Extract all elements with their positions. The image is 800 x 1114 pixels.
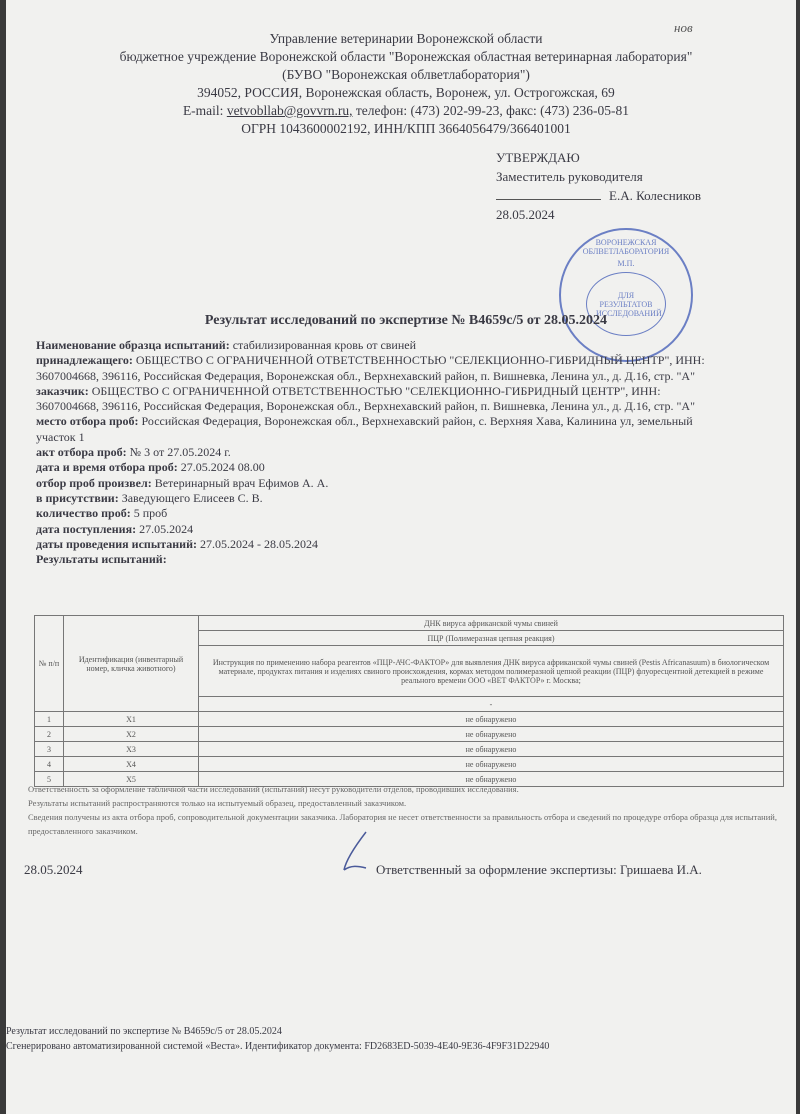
field-row — [36, 476, 726, 491]
field-value: Ветеринарный врач Ефимов А. А. — [154, 475, 329, 490]
field-value: стабилизированная кровь от свиней — [232, 338, 417, 352]
field-value: ОБЩЕСТВО С ОГРАНИЧЕННОЙ ОТВЕТСТВЕННОСТЬЮ "СЕЛЕКЦИОННО-ГИБРИДНЫЙ ЦЕНТР", ИНН: 3607004668, 396116, Российская Федерация, Воронежская обл., Верхнехавский район, п. Вишневка, Ленина ул., д. Д.16, стр. "А" — [36, 353, 705, 383]
row-result: не обнаружено — [199, 712, 784, 727]
field-row — [36, 491, 726, 506]
header-line: Управление ветеринарии Воронежской области — [269, 31, 543, 46]
header-method: ПЦР (Полимеразная цепная реакция) — [199, 631, 784, 646]
field-row — [36, 384, 726, 415]
responsible-person: Ответственный за оформление экспертизы: Гришаева И.А. — [376, 862, 702, 877]
page-footer — [6, 1024, 549, 1054]
header-line: (БУВО "Воронежская облветлаборатория") — [282, 67, 530, 82]
email-label: E-mail: — [182, 103, 224, 118]
row-result: не обнаружено — [199, 742, 784, 757]
document-title: Результат исследований по экспертизе № В4659с/5 от 28.05.2024 — [204, 313, 608, 328]
header-dna: ДНК вируса африканской чумы свиней — [199, 616, 784, 631]
field-row — [36, 353, 726, 384]
phones: телефон: (473) 202-99-23, факс: (473) 236-05-81 — [355, 103, 630, 118]
row-number: 4 — [35, 757, 64, 772]
field-row — [36, 506, 726, 521]
row-id: X5 — [64, 772, 199, 787]
approval-block — [496, 148, 701, 224]
row-number: 3 — [35, 742, 64, 757]
field-row — [36, 522, 726, 537]
letterhead — [6, 30, 800, 138]
row-id: X3 — [64, 742, 199, 757]
email-link[interactable]: vetvobllab@govvrn.ru, — [226, 103, 353, 118]
signature-line — [496, 199, 601, 200]
row-number: 1 — [35, 712, 64, 727]
field-label: дата и время отбора проб: — [36, 460, 178, 475]
note: Ответственность за оформление табличной части исследований (испытаний) несут руководители отделов, проводивших исследования. — [28, 784, 519, 794]
results-heading — [36, 552, 726, 567]
field-row — [36, 338, 726, 353]
header-line: бюджетное учреждение Воронежской области "Воронежская областная ветеринарная лаборатория" — [119, 49, 693, 64]
field-value: Заведующего Елисеев С. В. — [121, 490, 263, 505]
field-label: количество проб: — [36, 506, 131, 521]
note: Результаты испытаний распространяются только на испытуемый образец, предоставленный заказчиком. — [28, 798, 407, 808]
header-line: 394052, РОССИЯ, Воронежская область, Воронеж, ул. Острогожская, 69 — [197, 85, 615, 100]
results-table — [34, 615, 784, 787]
row-number: 2 — [35, 727, 64, 742]
row-number: 5 — [35, 772, 64, 787]
field-label: место отбора проб: — [36, 414, 139, 429]
field-value: Российская Федерация, Воронежская обл., Верхнехавский район, с. Верхняя Хава, Калинина ул, земельный участок 1 — [36, 414, 693, 444]
row-id: X2 — [64, 727, 199, 742]
contacts-line — [6, 102, 800, 120]
header-norm: - — [199, 697, 784, 712]
table-row — [35, 712, 784, 727]
field-label: дата поступления: — [36, 521, 137, 536]
ogrn-line: ОГРН 1043600002192, ИНН/КПП 3664056479/366401001 — [241, 121, 571, 136]
col-id-header: Идентификация (инвентарный номер, кличка животного) — [64, 616, 199, 712]
field-value: 5 проб — [133, 506, 168, 521]
field-row — [36, 460, 726, 475]
field-label: акт отбора проб: — [36, 445, 127, 460]
field-row — [36, 445, 726, 460]
sample-details — [36, 338, 726, 567]
field-row — [36, 537, 726, 552]
row-result: не обнаружено — [199, 757, 784, 772]
header-instruction: Инструкция по применению набора реагентов «ПЦР-АЧС-ФАКТОР» для выявления ДНК вируса африканской чумы свиней (Pestis Africanasuum) в биологическом материале, продуктах питания и изделиях свиного происхождения, кормах методом полимеразной цепной реакции (ПЦР) флуоресцентной детекцией в режиме реального времени ООО «ВЕТ ФАКТОР» г. Москва; — [199, 646, 784, 697]
signoff — [24, 862, 724, 878]
approval-date: 28.05.2024 — [496, 207, 555, 222]
field-label: принадлежащего: — [36, 353, 133, 368]
footer-line: Сгенерировано автоматизированной системой «Веста». Идентификатор документа: FD2683ED-5039-4E40-9E36-4F9F31D22940 — [6, 1041, 550, 1052]
field-row — [36, 414, 726, 445]
table-row — [35, 727, 784, 742]
row-result: не обнаружено — [199, 772, 784, 787]
table-row — [35, 757, 784, 772]
signoff-date: 28.05.2024 — [24, 862, 83, 877]
field-label: даты проведения испытаний: — [36, 536, 197, 551]
stamp-ring-text: ВОРОНЕЖСКАЯ ОБЛВЕТЛАБОРАТОРИЯ — [582, 238, 670, 256]
table-row — [35, 742, 784, 757]
row-result: не обнаружено — [199, 727, 784, 742]
field-value: 27.05.2024 — [139, 521, 194, 536]
approval-position: Заместитель руководителя — [496, 169, 643, 184]
field-value: 27.05.2024 08.00 — [180, 460, 265, 475]
stamp-mp: М.П. — [617, 259, 635, 268]
field-value: 27.05.2024 - 28.05.2024 — [199, 536, 318, 551]
field-label: отбор проб произвел: — [36, 475, 152, 490]
col-number-header: № п/п — [35, 616, 64, 712]
footer-line: Результат исследований по экспертизе № В4659с/5 от 28.05.2024 — [6, 1026, 282, 1037]
approval-title: УТВЕРЖДАЮ — [496, 150, 580, 165]
document-page — [6, 0, 796, 1114]
stamp-center-text: ДЛЯ РЕЗУЛЬТАТОВ ИССЛЕДОВАНИЙ — [596, 290, 662, 318]
disclaimer-notes — [28, 782, 788, 838]
field-label: Наименование образца испытаний: — [36, 338, 230, 352]
field-label: заказчик: — [36, 383, 89, 398]
handwritten-note: нов — [674, 20, 693, 35]
field-value: ОБЩЕСТВО С ОГРАНИЧЕННОЙ ОТВЕТСТВЕННОСТЬЮ "СЕЛЕКЦИОННО-ГИБРИДНЫЙ ЦЕНТР", ИНН: 3607004668, 396116, Российская Федерация, Воронежская обл., Верхнехавский район, п. Вишневка, Ленина ул., д. Д.16, стр. "А" — [36, 383, 695, 414]
results-heading-text: Результаты испытаний: — [36, 552, 167, 567]
field-value: № 3 от 27.05.2024 г. — [129, 445, 231, 460]
note: Сведения получены из акта отбора проб, сопроводительной документации заказчика. Лаборатория не несет ответственности за правильность отбора и сведений по процедуре отбора образца для испытаний, предоставленного заказчиком. — [28, 812, 777, 836]
field-label: в присутствии: — [36, 490, 119, 505]
row-id: X1 — [64, 712, 199, 727]
approver-name: Е.А. Колесников — [609, 188, 701, 203]
row-id: X4 — [64, 757, 199, 772]
